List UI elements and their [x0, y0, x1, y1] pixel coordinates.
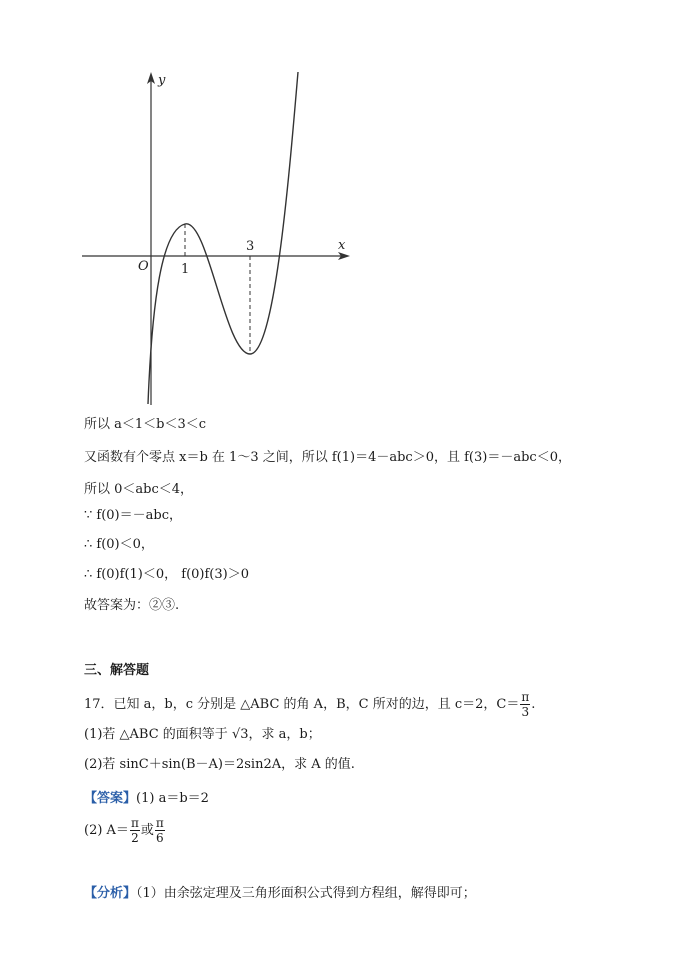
section-title: 三、解答题 [84, 663, 150, 678]
question-17-part-1: (1)若 △ABC 的面积等于 √3，求 a，b； [84, 727, 321, 742]
analysis-line [84, 885, 476, 903]
angle-c-fraction [520, 690, 530, 719]
answer-1-text: (1) a＝b＝2 [136, 791, 209, 806]
answer-fraction-2 [155, 816, 165, 845]
answer-fraction-2-denominator: 6 [155, 831, 164, 845]
answer-fraction-2-numerator: π [155, 816, 164, 830]
solution-line-3: 所以 0＜abc＜4， [84, 482, 194, 497]
angle-c-denominator: 3 [521, 705, 530, 719]
tick-label-1: 1 [181, 262, 190, 277]
y-axis-label: y [158, 73, 166, 88]
question-17-stem [84, 690, 535, 719]
tick-label-3: 3 [246, 239, 255, 254]
answer-2-or: 或 [140, 823, 154, 838]
analysis-tag: 【分析】 [84, 886, 137, 901]
answer-fraction-1 [130, 816, 140, 845]
solution-line-7: 故答案为：②③. [84, 598, 180, 613]
solution-line-1: 所以 a＜1＜b＜3＜c [84, 417, 207, 432]
function-graph [0, 0, 691, 410]
solution-line-2: 又函数有个零点 x＝b 在 1～3 之间，所以 f(1)＝4－abc＞0，且 f(3)＝－abc＜0， [84, 450, 571, 465]
solution-line-5: ∴ f(0)＜0， [84, 537, 154, 552]
angle-c-numerator: π [521, 690, 530, 704]
answer-fraction-1-denominator: 2 [131, 831, 139, 845]
question-17-stem-text: 17．已知 a，b，c 分别是 △ABC 的角 A，B，C 所对的边，且 c＝2，C＝ [84, 697, 520, 712]
question-17-stem-end: . [531, 697, 536, 712]
answer-tag: 【答案】 [84, 791, 137, 806]
answer-fraction-1-numerator: π [130, 816, 139, 830]
solution-line-4: ∵ f(0)＝－abc， [84, 508, 182, 523]
analysis-text: （1）由余弦定理及三角形面积公式得到方程组，解得即可； [136, 886, 476, 901]
solution-line-6: ∴ f(0)f(1)＜0， f(0)f(3)＞0 [84, 567, 249, 582]
answer-line-1 [84, 790, 209, 808]
x-axis-label: x [338, 238, 346, 253]
cubic-curve [148, 72, 298, 404]
origin-label: O [138, 259, 149, 274]
answer-2-prefix: (2) A＝ [84, 823, 129, 838]
question-17-part-2: (2)若 sinC＋sin(B－A)＝2sin2A，求 A 的值. [84, 757, 355, 772]
answer-line-2 [84, 816, 166, 845]
